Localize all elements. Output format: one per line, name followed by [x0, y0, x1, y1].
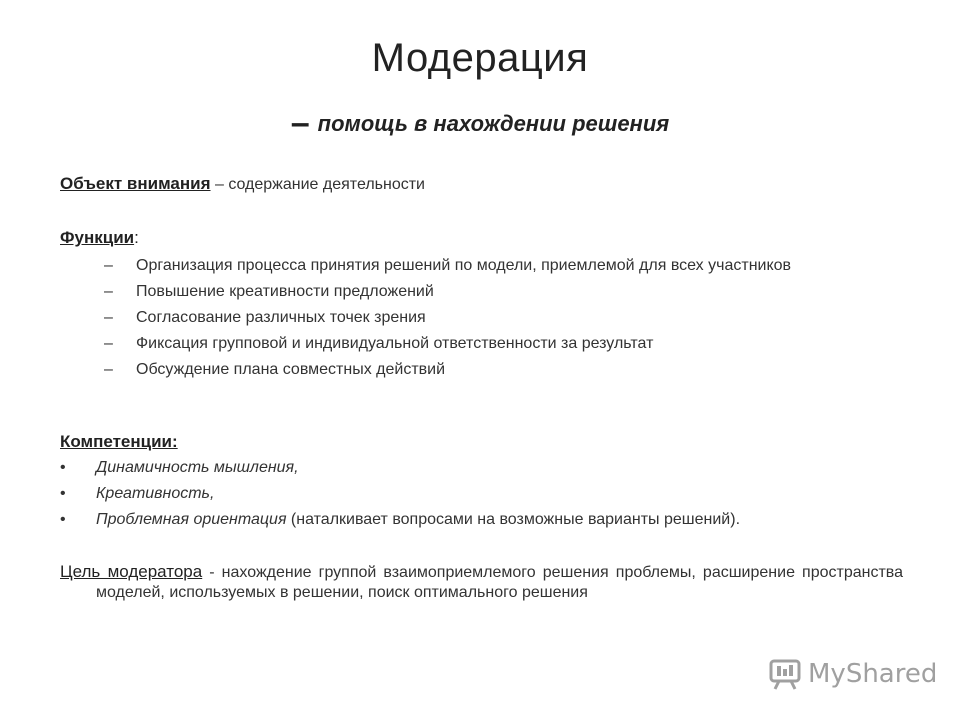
- object-label: Объект внимания: [60, 174, 211, 193]
- goal-label: Цель модератора: [60, 562, 203, 581]
- slide-title: Модерация: [371, 36, 589, 80]
- functions-label: Функции: [60, 228, 135, 247]
- bullet-marker: •: [60, 485, 66, 502]
- list-item: [104, 308, 844, 327]
- dash-marker: –: [104, 335, 113, 352]
- slide-subtitle: [0, 104, 960, 143]
- goal-text: - нахождение группой взаимоприемлемого решения проблемы, расширение пространства моделей, используемых в решении, поиск оптимального решения: [96, 564, 903, 601]
- list-item-italic: Проблемная ориентация: [96, 511, 287, 528]
- list-item-italic: Креативность,: [96, 485, 215, 502]
- object-line: [60, 174, 425, 194]
- goal-paragraph: [60, 562, 903, 603]
- competencies-list: [60, 458, 920, 536]
- projector-icon: [768, 657, 802, 691]
- list-item: [60, 484, 920, 510]
- subtitle-text: помощь в нахождении решения: [317, 111, 670, 136]
- dash-marker: –: [104, 257, 113, 274]
- list-item-text: Организация процесса принятия решений по модели, приемлемой для всех участников: [136, 257, 792, 274]
- functions-heading: [60, 228, 139, 248]
- list-item: [104, 334, 844, 353]
- list-item-text: Фиксация групповой и индивидуальной ответственности за результат: [136, 335, 654, 352]
- bullet-marker: •: [60, 511, 66, 528]
- dash-marker: –: [104, 283, 113, 300]
- list-item-text: Согласование различных точек зрения: [136, 309, 426, 326]
- object-text: – содержание деятельности: [210, 176, 425, 193]
- list-item: [104, 256, 844, 275]
- watermark-text: MyShared: [808, 659, 938, 689]
- list-item-rest: (наталкивает вопросами на возможные варианты решений).: [286, 511, 741, 528]
- dash-marker: –: [104, 361, 113, 378]
- subtitle-dash: –: [290, 104, 310, 142]
- list-item-text: Повышение креативности предложений: [136, 283, 434, 300]
- list-item: [60, 458, 920, 484]
- bullet-marker: •: [60, 459, 66, 476]
- functions-colon: :: [134, 228, 139, 247]
- list-item: [104, 282, 844, 301]
- list-item-text: Обсуждение плана совместных действий: [136, 361, 446, 378]
- watermark-logo: [768, 656, 937, 692]
- competencies-label: Компетенции:: [60, 432, 178, 451]
- competencies-heading: [60, 432, 178, 452]
- list-item: [60, 510, 920, 536]
- dash-marker: –: [104, 309, 113, 326]
- functions-list: [104, 256, 844, 386]
- list-item: [104, 360, 844, 379]
- list-item-italic: Динамичность мышления,: [96, 459, 299, 476]
